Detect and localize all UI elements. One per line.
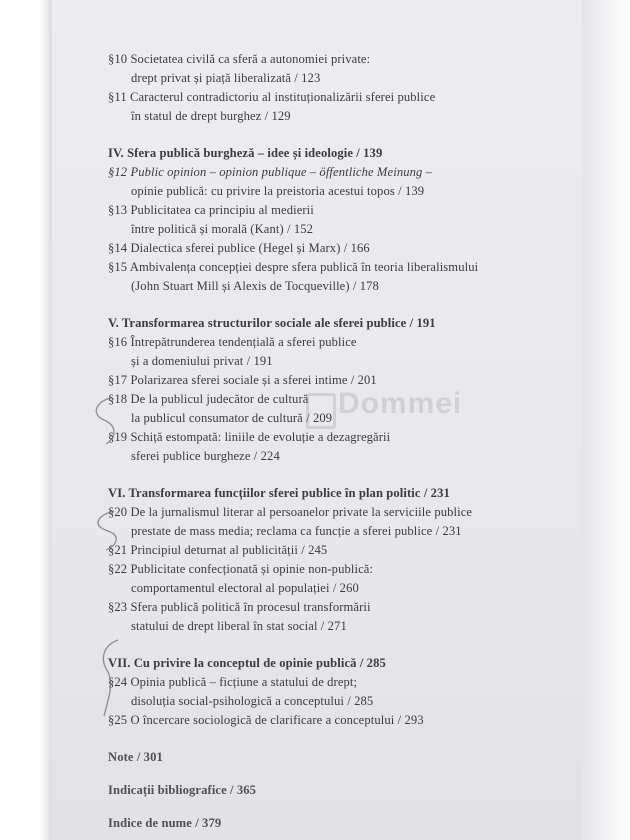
toc-entry-s13-cont: între politică și morală (Kant) / 152: [131, 222, 314, 236]
book-page: [52, 0, 582, 840]
toc-notes: Note / 301: [108, 750, 163, 764]
chapter-gap: [108, 296, 588, 314]
toc-entry-s16: §16 Întrepătrunderea tendențială a sferei publice: [108, 335, 357, 349]
toc-entry-s19-cont: sferei publice burgheze / 224: [131, 449, 280, 463]
toc-entry-s15: §15 Ambivalența concepției despre sfera publică în teoria liberalismului: [108, 260, 479, 274]
chapter-heading-vii: VII. Cu privire la conceptul de opinie publică / 285: [108, 656, 386, 670]
toc-entry-s11-cont: în statul de drept burghez / 129: [131, 109, 291, 123]
toc-entry-s24-cont: disoluția social-psihologică a conceptului / 285: [131, 694, 374, 708]
toc-entry-s23-cont: statului de drept liberal în stat social / 271: [131, 619, 347, 633]
toc-entry-s12-cont: opinie publică: cu privire la preistoria acestui topos / 139: [131, 184, 425, 198]
chapter-gap: [108, 126, 588, 144]
toc-entry-s12: [108, 163, 588, 182]
toc-entry-s20-cont: prestate de mass media; reclama ca funcție a sferei publice / 231: [131, 524, 462, 538]
toc-entry-s11: §11 Caracterul contradictoriu al instituționalizării sferei publice: [108, 90, 436, 104]
watermark: [306, 383, 476, 443]
section-gap: [108, 767, 588, 781]
bookstore-logo-icon: [306, 393, 336, 429]
toc-entry-s22-cont: comportamentul electoral al populației / 260: [131, 581, 359, 595]
watermark-text: Dommei: [338, 387, 463, 420]
toc-entry-s25: §25 O încercare sociologică de clarificare a conceptului / 293: [108, 713, 424, 727]
chapter-gap: [108, 466, 588, 484]
toc-entry-s17: §17 Polarizarea sferei sociale și a sferei intime / 201: [108, 373, 377, 387]
toc-entry-s10-cont: drept privat și piață liberalizată / 123: [131, 71, 321, 85]
toc-entry-s19: §19 Schiță estompată: liniile de evoluție a dezagregării: [108, 430, 391, 444]
toc-entry-s18-cont: la publicul consumator de cultură / 209: [131, 411, 333, 425]
toc-entry-s22: §22 Publicitate confecționată și opinie non-publică:: [108, 562, 374, 576]
toc-entry-s13: §13 Publicitatea ca principiu al medierii: [108, 203, 314, 217]
chapter-heading-v: V. Transformarea structurilor sociale ale sferei publice / 191: [108, 316, 436, 330]
chapter-heading-vi: VI. Transformarea funcțiilor sferei publice în plan politic / 231: [108, 486, 450, 500]
toc-entry-s20: §20 De la jurnalismul literar al persoanelor private la serviciile publice: [108, 505, 473, 519]
toc-entry-s16-cont: și a domeniului privat / 191: [131, 354, 273, 368]
chapter-heading-iv: IV. Sfera publică burgheză – idee și ideologie / 139: [108, 146, 383, 160]
section-gap: [108, 800, 588, 814]
toc-entry-s21: §21 Principiul deturnat al publicității / 245: [108, 543, 328, 557]
toc-entry-s23: §23 Sfera publică politică în procesul transformării: [108, 600, 371, 614]
chapter-gap: [108, 730, 588, 748]
toc-entry-s18: §18 De la publicul judecător de cultură: [108, 392, 309, 406]
toc-entry-s10: §10 Societatea civilă ca sferă a autonomiei private:: [108, 52, 371, 66]
chapter-gap: [108, 636, 588, 654]
toc-entry-s12-text: §12 Public opinion – opinion publique – öffentliche Meinung –: [108, 165, 433, 179]
toc-name-index: Indice de nume / 379: [108, 816, 222, 830]
toc-bibliography: Indicații bibliografice / 365: [108, 783, 257, 797]
toc-entry-s15-cont: (John Stuart Mill și Alexis de Tocqueville) / 178: [131, 279, 379, 293]
toc-entry-s24: §24 Opinia publică – ficțiune a statului de drept;: [108, 675, 358, 689]
toc-entry-s14: §14 Dialectica sferei publice (Hegel și Marx) / 166: [108, 241, 370, 255]
